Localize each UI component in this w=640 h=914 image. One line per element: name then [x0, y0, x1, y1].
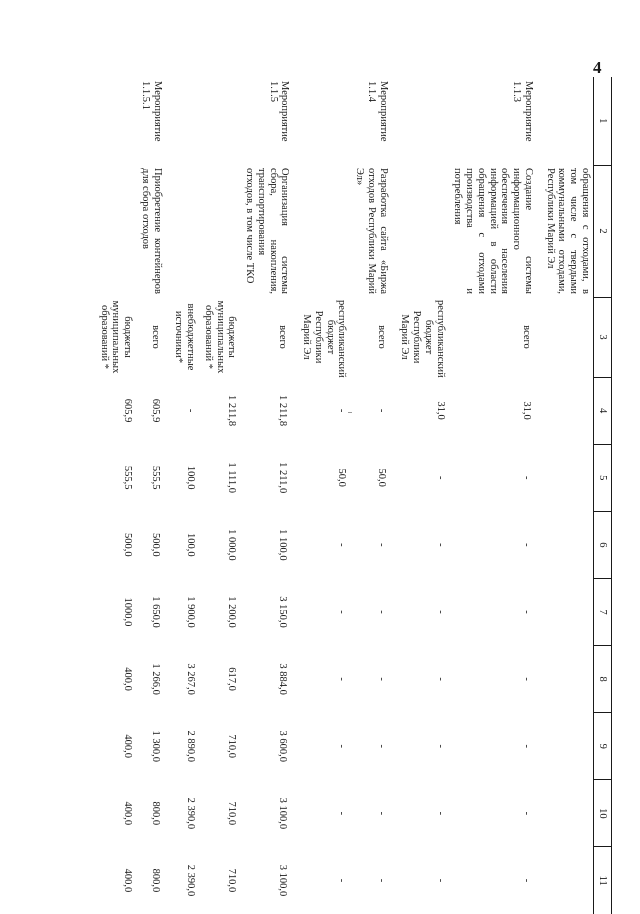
amount-cell: 1 900,0: [185, 596, 197, 628]
table-row: [200, 77, 241, 914]
column-header: 1: [594, 77, 612, 165]
activity-code-cell: Мероприятие 1.1.4: [366, 81, 389, 142]
amount-cell: 31,0: [521, 401, 532, 420]
amount-cell: -: [521, 543, 532, 547]
amount-cell: -: [336, 878, 348, 883]
column-header: 8: [594, 646, 612, 713]
amount-cell: 31,0: [434, 401, 446, 420]
amount-cell: 3 100,0: [277, 864, 289, 897]
amount-cell: -: [375, 610, 387, 614]
table-row: [352, 77, 397, 914]
column-header: 6: [594, 511, 612, 578]
amount-cell: 50,0: [336, 468, 348, 487]
amount-cell: -: [434, 744, 446, 748]
amount-cell: -: [375, 408, 387, 413]
amount-cell: -: [434, 610, 446, 614]
activity-description-cell: Приобретение контейнеров для сбора отходов: [140, 168, 163, 294]
rotated-table-container: [97, 77, 612, 897]
amount-cell: -: [336, 811, 348, 816]
amount-cell: -: [434, 878, 446, 883]
amount-cell: 617,0: [226, 667, 238, 691]
amount-cell: 400,0: [122, 868, 134, 893]
amount-cell: 1 100,0: [277, 529, 289, 561]
table-row: [397, 77, 450, 914]
amount-cell: 1000,0: [122, 597, 134, 627]
amount-cell: 555,5: [149, 465, 161, 490]
activity-description-cell: Организация системы сбора, накопления, транспортирования отходов, в том числе ТКО: [244, 168, 291, 294]
amount-cell: 605,9: [149, 398, 161, 423]
column-header: 4: [594, 377, 612, 444]
amount-cell: 100,0: [185, 533, 197, 557]
amount-cell: 605,9: [122, 398, 134, 423]
funding-source-cell: внебюджетные источники*: [173, 303, 197, 371]
amount-cell: 2 390,0: [185, 797, 197, 830]
column-header: 10: [594, 780, 612, 847]
amount-cell: 1 266,0: [149, 663, 161, 695]
activity-description-cell: [171, 165, 201, 297]
amount-cell: 1 211,8: [226, 395, 238, 427]
activity-description-cell: Создание системы информационного обеспечения населения информацией в области обращения с отходами производства и потребления: [452, 168, 534, 294]
activity-code-cell: [96, 77, 137, 165]
activity-description-cell: [299, 165, 352, 297]
activity-description-cell: Разработка сайта «Биржа отходов Республики Марий Эл»: [354, 168, 389, 294]
amount-cell: 3 267,0: [185, 663, 197, 695]
program-activities-table: [96, 77, 612, 914]
amount-cell: 800,0: [149, 868, 161, 893]
activity-code-cell: Мероприятие 1.1.3: [511, 81, 534, 142]
amount-cell: 3 884,0: [277, 663, 289, 695]
amount-cell: 800,0: [149, 801, 161, 826]
activity-code-cell: [397, 77, 450, 165]
table-row: [542, 77, 594, 914]
amount-cell: -: [521, 677, 532, 681]
amount-cell: [542, 444, 594, 511]
funding-source-cell: республиканский бюджет Республики Марий Эл: [301, 300, 348, 378]
activity-description-cell: [96, 165, 137, 297]
amount-cell: -: [521, 610, 532, 614]
activity-code-cell: Мероприятие 1.1.5: [267, 81, 291, 142]
funding-source-cell: всего: [149, 325, 161, 349]
column-header: 11: [594, 847, 612, 914]
amount-cell: 1 211,0: [277, 462, 289, 494]
funding-source-cell: бюджеты муниципальных образований *: [98, 300, 134, 374]
amount-cell: 710,0: [226, 868, 238, 893]
amount-cell: 710,0: [226, 734, 238, 758]
funding-source-cell: бюджеты муниципальных образований *: [203, 300, 238, 374]
activity-code-cell: [171, 77, 201, 165]
activity-code-cell: Мероприятие 1.1.5.1: [140, 81, 163, 142]
activity-code-cell: [299, 77, 352, 165]
amount-cell: -: [521, 744, 532, 748]
amount-cell: 1 200,0: [226, 596, 238, 628]
amount-cell: 3 150,0: [277, 596, 289, 628]
amount-cell: 500,0: [122, 533, 134, 557]
amount-cell: -: [375, 811, 387, 816]
amount-cell: -: [336, 744, 348, 748]
amount-cell: [542, 713, 594, 780]
activity-description-cell: [397, 165, 450, 297]
amount-cell: 3 100,0: [277, 797, 289, 830]
table-row: [299, 77, 352, 914]
amount-cell: 400,0: [122, 734, 134, 758]
amount-cell: [542, 511, 594, 578]
amount-cell: -: [336, 543, 348, 547]
amount-cell: -: [375, 744, 387, 748]
column-header: 2: [594, 165, 612, 297]
amount-cell: -: [521, 475, 532, 480]
amount-cell: 1 111,0: [226, 462, 238, 494]
amount-cell: 400,0: [122, 801, 134, 826]
amount-cell: 500,0: [149, 533, 161, 557]
amount-cell: 1 000,0: [226, 529, 238, 561]
amount-cell: 100,0: [185, 465, 197, 490]
amount-cell: -: [185, 408, 197, 413]
amount-cell: 2 390,0: [185, 864, 197, 897]
table-header-row: [594, 77, 612, 914]
amount-cell: 3 600,0: [277, 730, 289, 762]
amount-cell: -: [521, 811, 532, 816]
amount-cell: -: [336, 677, 348, 681]
amount-cell: -: [521, 878, 532, 883]
amount-cell: 710,0: [226, 801, 238, 826]
amount-cell: -: [375, 677, 387, 681]
amount-cell: -: [434, 475, 446, 480]
amount-cell: 1 300,0: [149, 730, 161, 762]
funding-source-cell: республиканский бюджет Республики Марий Эл: [399, 300, 446, 378]
table-row: [96, 77, 137, 914]
column-header: 9: [594, 713, 612, 780]
table-body: [96, 77, 594, 914]
table-row: [171, 77, 201, 914]
amount-cell: 50,0: [375, 468, 387, 487]
amount-cell: 1 650,0: [149, 596, 161, 628]
column-header: 5: [594, 444, 612, 511]
amount-cell: 400,0: [122, 667, 134, 691]
amount-cell: -: [375, 878, 387, 883]
column-header: 3: [594, 297, 612, 377]
amount-cell: [542, 780, 594, 847]
amount-cell: [542, 578, 594, 645]
table-row: [242, 77, 299, 914]
column-header: 7: [594, 578, 612, 645]
amount-cell: -: [336, 408, 348, 413]
amount-cell: -: [434, 811, 446, 816]
funding-source-cell: всего: [277, 325, 289, 349]
amount-cell: [542, 377, 594, 444]
funding-source-cell: всего: [521, 325, 532, 349]
activity-description-cell: [200, 165, 241, 297]
activity-code-cell: [200, 77, 241, 165]
activity-code-cell: [542, 77, 594, 165]
funding-source-cell: [542, 297, 594, 377]
activity-description-cell: обращения с отходами, в том числе с твердыми коммунальными отходами, Республики Марий Эл: [544, 168, 591, 294]
amount-cell: -: [336, 610, 348, 614]
table-row: [137, 77, 171, 914]
amount-cell: 1 211,8: [277, 395, 289, 427]
amount-cell: -: [434, 543, 446, 547]
amount-cell: -: [434, 677, 446, 681]
amount-cell: 2 890,0: [185, 730, 197, 762]
amount-cell: 555,5: [122, 465, 134, 490]
table-row: [450, 77, 542, 914]
funding-source-cell: всего: [375, 325, 387, 349]
amount-cell: [542, 646, 594, 713]
amount-cell: -: [375, 543, 387, 547]
page-number: 4: [593, 58, 602, 77]
